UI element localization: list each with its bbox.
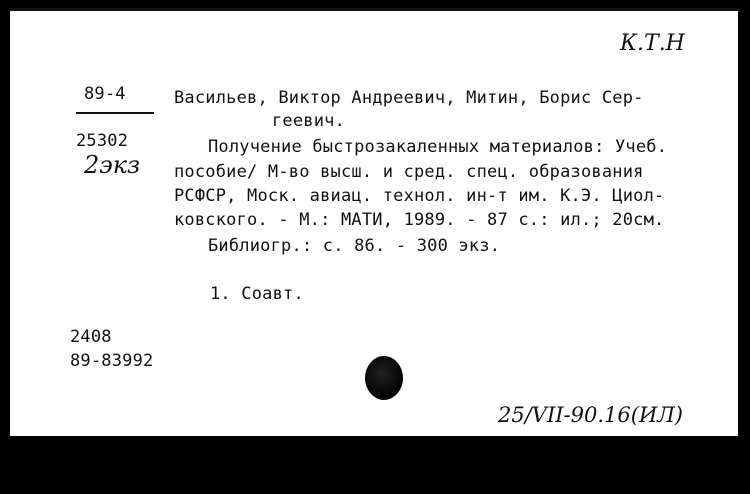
catalog-card	[10, 8, 738, 439]
inventory-number: 25302	[76, 131, 129, 151]
title-line-4: ковского. - М.: МАТИ, 1989. - 87 с.: ил.; 20см.	[174, 210, 665, 230]
title-line-5: Библиогр.: с. 86. - 300 экз.	[208, 236, 501, 256]
card-hole	[365, 356, 403, 400]
title-line-1: Получение быстрозакаленных материалов: Учеб.	[208, 137, 668, 157]
corner-mark: К.Т.Н	[620, 31, 685, 56]
shelf-mark-underline	[76, 112, 154, 114]
card-number-2: 89-83992	[70, 351, 154, 371]
author-line-cont: геевич.	[272, 111, 346, 131]
tracing: 1. Соавт.	[210, 284, 304, 304]
scan-border	[0, 436, 750, 494]
handwritten-date: 25/VII-90.16(ИЛ)	[498, 403, 683, 427]
shelf-mark: 89-4	[84, 84, 126, 104]
author-line: Васильев, Виктор Андреевич, Митин, Борис Сер-	[174, 88, 644, 108]
card-number-1: 2408	[70, 327, 112, 347]
title-line-3: РСФСР, Моск. авиац. технол. ин-т им. К.Э. Циол-	[174, 186, 665, 206]
handwritten-copies: 2экз	[84, 151, 141, 179]
title-line-2: пособие/ М-во высш. и сред. спец. образования	[174, 162, 644, 182]
